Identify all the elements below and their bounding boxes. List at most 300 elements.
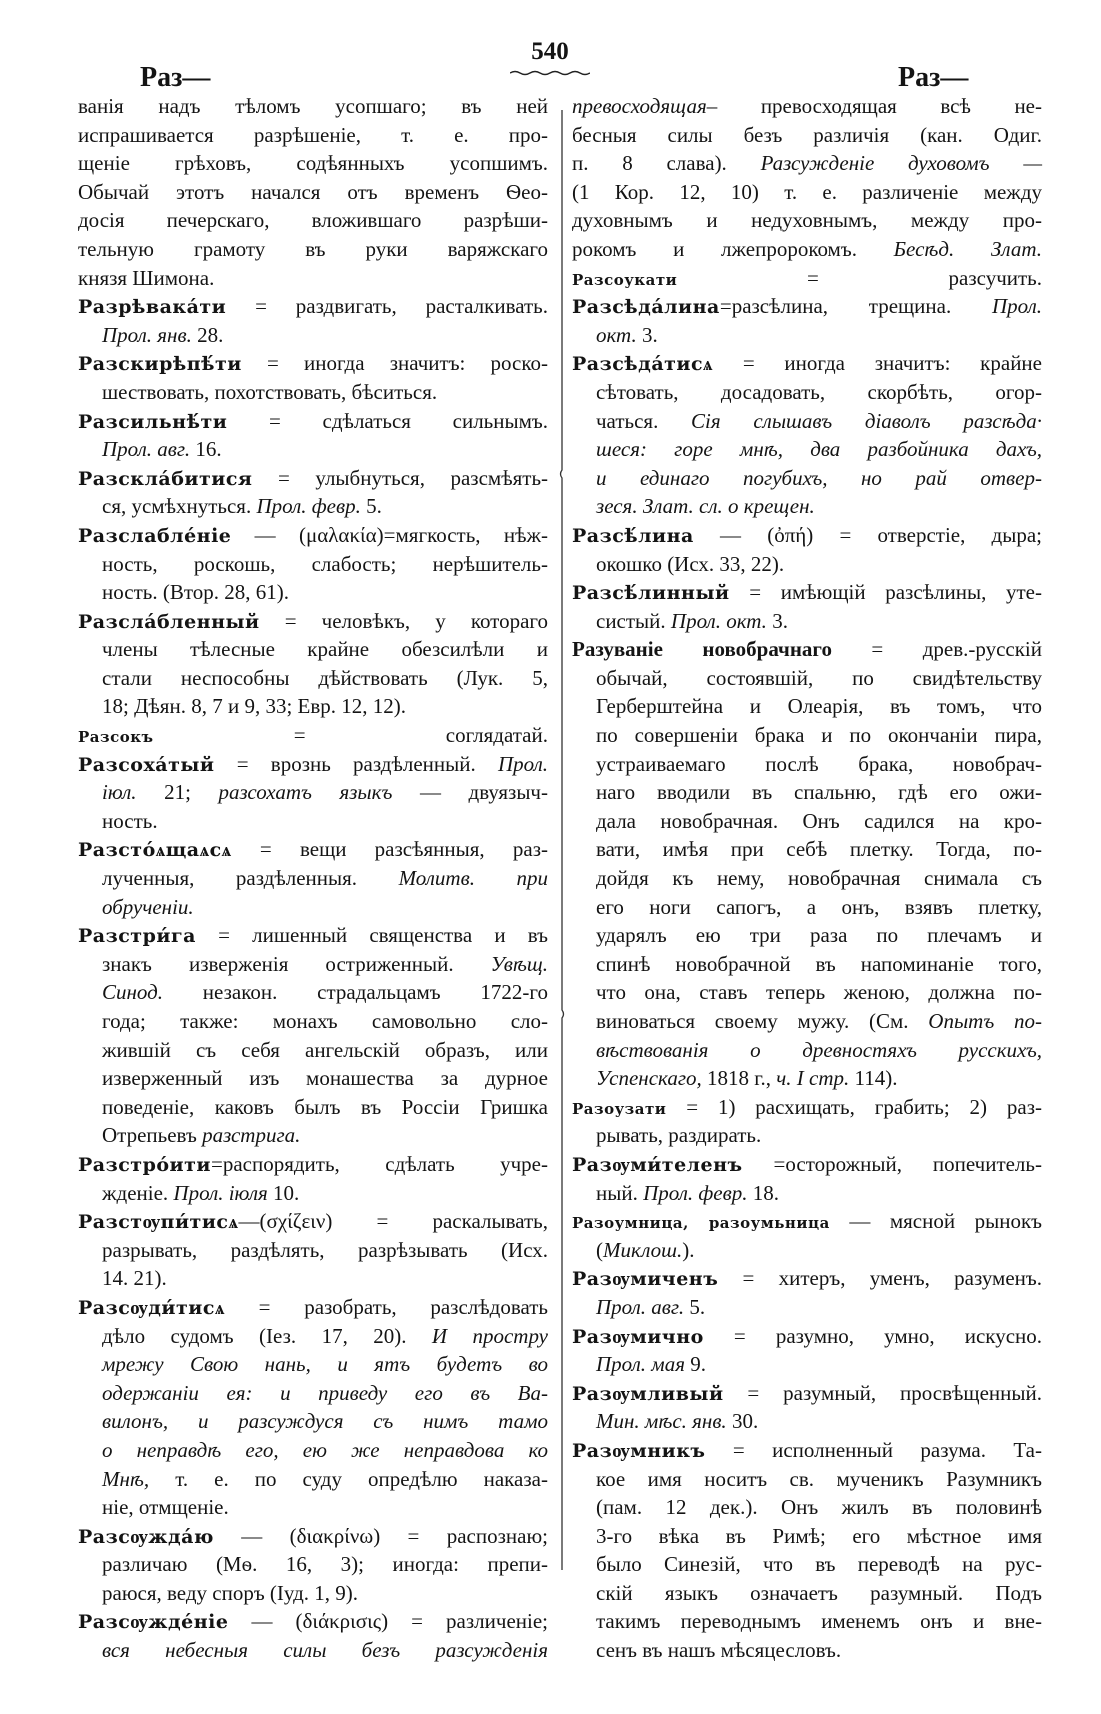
definition-text: иногда значитъ: крайне [784, 351, 1042, 376]
text-line [572, 178, 1042, 207]
separator: = [729, 580, 781, 605]
italic-reference: Молитв. при [398, 866, 548, 891]
definition-text: спинѣ новобрачной въ напоминаніе того, [596, 951, 1042, 976]
italic-reference: Синод. [102, 980, 164, 1005]
italic-reference: Прол. окт. [670, 608, 767, 633]
definition-text: Отрепьевъ [102, 1123, 203, 1148]
text-line [572, 1465, 1042, 1494]
italic-reference: Прол. авг. [596, 1294, 685, 1319]
separator: = [259, 608, 322, 633]
text-line [572, 664, 1042, 693]
text-line [572, 835, 1042, 864]
definition-text: (διάκρισις) = различеніе; [295, 1609, 548, 1634]
running-head-right: Раз— [898, 62, 969, 93]
definition-text: щеніе грѣховъ, содѣянныхъ усопшимъ. [78, 151, 548, 176]
separator: = [666, 1094, 718, 1119]
separator: — [231, 522, 299, 547]
definition-text: (пам. 12 дек.). Онъ жилъ въ половинѣ [596, 1495, 1042, 1520]
text-line [572, 550, 1042, 579]
headword: Разсѣ́линный [572, 582, 730, 605]
definition-text: ніе, отмщеніе. [102, 1495, 229, 1520]
text-line [572, 950, 1042, 979]
text-line [78, 578, 548, 607]
headword: Разсокъ [78, 728, 154, 747]
text-line [572, 1407, 1042, 1436]
text-line [572, 92, 1042, 121]
text-line [78, 1465, 548, 1494]
definition-text: (μαλακία)=мягкость, нѣж- [299, 522, 549, 547]
separator: = [723, 1380, 784, 1405]
headword: Разрѣвакáти [78, 296, 227, 319]
text-line [572, 864, 1042, 893]
text-line [572, 1579, 1042, 1608]
text-line [572, 407, 1042, 436]
definition-text: распорядить, сдѣлать учре- [222, 1151, 548, 1176]
text-line [78, 692, 548, 721]
dictionary-entry-line [572, 1264, 1042, 1293]
column-divider [558, 110, 566, 1570]
definition-text: человѣкъ, у котораго [321, 608, 548, 633]
text-line [78, 492, 548, 521]
text-line [78, 378, 548, 407]
headword: Разслабле́ніе [78, 524, 232, 547]
headword: Разоузати [572, 1099, 667, 1118]
italic-reference: шеся: горе мнѣ, два разбойника дахъ, [596, 437, 1042, 462]
text-line [78, 1036, 548, 1065]
italic-reference: Бесѣд. Злат. [893, 236, 1042, 261]
separator: — [829, 1209, 890, 1234]
definition-text: (διακρίνω) = распознаю; [289, 1523, 548, 1548]
text-line [78, 635, 548, 664]
italic-reference: ч. I стр. [776, 1066, 850, 1091]
text-line [78, 1636, 548, 1665]
definition-text: разобрать, разслѣдовать [304, 1294, 549, 1319]
dictionary-entry-line [572, 1379, 1042, 1408]
italic-reference: вся небесныя силы безъ разсужденія [102, 1638, 548, 1663]
definition-text: ность. [102, 808, 158, 833]
definition-text: мясной рынокъ [889, 1209, 1043, 1234]
italic-reference: Разсужденіе духовомъ — [760, 151, 1042, 176]
text-line [78, 1121, 548, 1150]
text-line [78, 1322, 548, 1351]
definition-text: соглядатай. [445, 723, 548, 748]
dictionary-entry-line [78, 292, 548, 321]
italic-reference: мрежу Свою нань, и ятъ будетъ во [102, 1352, 548, 1377]
text-line [78, 321, 548, 350]
text-line [572, 121, 1042, 150]
separator: = [241, 351, 305, 376]
headword: Разсѣда́тисѧ [572, 353, 714, 376]
definition-text: сдѣлаться сильнымъ. [322, 408, 548, 433]
dictionary-entry-line [572, 635, 1042, 664]
italic-reference: Успенскаго, [596, 1066, 702, 1091]
italic-reference: Миклош. [603, 1237, 683, 1262]
text-line [78, 1436, 548, 1465]
text-line [78, 1236, 548, 1265]
definition-text: 10. [267, 1180, 300, 1205]
dictionary-entry-line [78, 750, 548, 779]
definition-text: дѣло судомъ (Іез. 17, 20). [102, 1323, 432, 1348]
italic-reference: Прол. [991, 294, 1042, 319]
headword: Разсоха́тый [78, 753, 215, 776]
italic-reference: іюл. [102, 780, 137, 805]
text-line [78, 664, 548, 693]
headword: Разстро́ити [78, 1153, 211, 1176]
definition-text: лученныя, раздѣленныя. [102, 866, 399, 891]
text-line [572, 206, 1042, 235]
definition-text: 18. [747, 1180, 779, 1205]
definition-text: князя Шимона. [78, 265, 215, 290]
text-line [572, 978, 1042, 1007]
italic-reference: Мнѣ, [102, 1466, 150, 1491]
definition-text: сенъ въ нашъ мѣсяцесловъ. [596, 1638, 842, 1663]
dictionary-entry-line [78, 921, 548, 950]
definition-text: тельную грамоту въ руки варяжскаго [78, 236, 548, 261]
definition-text: ность. (Втор. 28, 61). [102, 580, 289, 605]
definition-text: 14. 21). [102, 1266, 167, 1291]
separator: = [214, 751, 271, 776]
text-line [572, 435, 1042, 464]
definition-text: Обычай этотъ начался отъ временъ Ѳео- [78, 179, 548, 204]
text-line [572, 464, 1042, 493]
right-column [572, 92, 1042, 1665]
dictionary-entry-line [78, 835, 548, 864]
dictionary-entry-line [572, 578, 1042, 607]
italic-reference: вилонъ, и разсуждуся съ нимъ тамо [102, 1409, 548, 1434]
definition-text: виноваться своему мужу. (См. [596, 1009, 929, 1033]
definition-text: ). [682, 1237, 695, 1262]
definition-text: окошко (Исх. 33, 22). [596, 551, 785, 576]
definition-text: было Синезій, что въ переводѣ на рус- [596, 1552, 1042, 1577]
italic-reference: Прол. [497, 751, 548, 776]
headword: Разсильнѣ́ти [78, 410, 228, 433]
definition-text: имѣющій разсѣлины, уте- [780, 580, 1042, 605]
definition-text: жденіе. [102, 1180, 174, 1205]
italic-reference: зеся. Злат. сл. о крещен. [596, 494, 815, 519]
definition-text: 5. [684, 1294, 706, 1319]
text-line [78, 950, 548, 979]
italic-reference: Прол. февр. [643, 1180, 748, 1205]
separator: = [831, 637, 923, 662]
definition-text: 28. [191, 322, 224, 347]
dictionary-entry-line [78, 1607, 548, 1636]
dictionary-entry-line [572, 349, 1042, 378]
definition-text: духовнымъ и недуховнымъ, между про- [572, 208, 1042, 233]
definition-text: ный. [596, 1180, 644, 1205]
dictionary-entry-line [572, 1150, 1042, 1179]
separator: = [224, 1294, 305, 1319]
text-line [78, 1550, 548, 1579]
headword: Разсѣда́лина [572, 296, 720, 319]
italic-reference: обрученіи. [102, 894, 194, 919]
definition-text: по совершеніи брака и по окончаніи пира, [596, 723, 1042, 748]
dictionary-entry-line [78, 607, 548, 636]
text-line [78, 1064, 548, 1093]
dictionary-entry-line [78, 1150, 548, 1179]
definition-text: 3. [766, 608, 788, 633]
definition-text: 18; Дѣян. 8, 7 и 9, 33; Евр. 12, 12). [102, 694, 407, 719]
italic-reference: превосходящая [572, 94, 707, 118]
definition-text: дала новобрачная. Онъ садился на кро- [596, 808, 1042, 833]
separator: = [713, 351, 785, 376]
dictionary-entry-line [572, 292, 1042, 321]
separator: = [153, 723, 446, 748]
text-line [572, 1636, 1042, 1665]
headword: Разсѹди́тисѧ [78, 1296, 225, 1319]
italic-reference: Прол. февр. [256, 494, 361, 519]
definition-text: 3-го вѣка въ Римѣ; его мѣстное имя [596, 1523, 1042, 1548]
definition-text: досія печерскаго, вложившаго разрѣши- [78, 208, 548, 233]
separator: = [210, 1151, 223, 1176]
definition-text: п. 8 слава). [572, 151, 761, 176]
text-line [78, 92, 548, 121]
definition-text: 9. [684, 1352, 706, 1377]
headword: Разуваніе новобрачнаго [572, 637, 832, 662]
text-line [78, 1179, 548, 1208]
definition-text: 5. [360, 494, 382, 519]
text-line [572, 721, 1042, 750]
definition-text: разумный, просвѣщенный. [783, 1380, 1042, 1405]
text-line [78, 550, 548, 579]
dictionary-entry-line [78, 464, 548, 493]
dictionary-entry-line [78, 1207, 548, 1236]
definition-text: разсучить. [948, 265, 1042, 290]
text-line [78, 864, 548, 893]
text-line [78, 235, 548, 264]
italic-reference: одержаніи ея: и приведу его въ Ва- [102, 1380, 548, 1405]
headword: Разслáбленный [78, 610, 260, 633]
definition-text: вещи разсѣянныя, раз- [299, 837, 548, 862]
dictionary-entry-line [78, 1293, 548, 1322]
text-line [78, 1350, 548, 1379]
definition-text: шествовать, похотствовать, бѣситься. [102, 379, 438, 404]
definition-text: знакъ изверженія остриженный. [102, 951, 491, 976]
separator: = [226, 294, 296, 319]
italic-reference: И простру [431, 1323, 548, 1348]
text-line [78, 1093, 548, 1122]
separator: — [213, 1523, 290, 1548]
text-line [78, 807, 548, 836]
dictionary-entry-line [572, 1207, 1042, 1236]
separator: = [703, 1323, 776, 1348]
text-line [78, 206, 548, 235]
definition-text: стали неспособны дѣйствовать (Лук. 5, [102, 665, 548, 690]
definition-text: 114). [849, 1066, 898, 1091]
italic-reference: окт. [596, 322, 637, 347]
italic-reference: разсохатъ языкъ [218, 780, 393, 805]
definition-text: чаться. [596, 408, 692, 433]
dictionary-entry-line [572, 521, 1042, 550]
headword: Разсклáбитися [78, 467, 253, 490]
italic-reference: и единаго погубихъ, но рай отвер- [596, 465, 1042, 490]
definition-text: 3. [636, 322, 658, 347]
definition-text: бесныя силы безъ различія (кан. Одиг. [572, 122, 1042, 147]
definition-text: врознь раздѣленный. [270, 751, 498, 776]
page-number: 540 [531, 38, 569, 65]
headword: Разѹми́теленъ [572, 1153, 743, 1176]
text-line [572, 492, 1042, 521]
definition-text: (1 Кор. 12, 10) т. е. различеніе между [572, 179, 1042, 204]
text-line [78, 1407, 548, 1436]
separator: = [195, 923, 253, 948]
text-line [78, 178, 548, 207]
definition-text: лишенный священства и въ [252, 923, 548, 948]
text-line [572, 1007, 1042, 1036]
definition-text: 16. [190, 437, 222, 462]
italic-reference: Прол. іюля [173, 1180, 268, 1205]
headword: Разѹмично [572, 1325, 704, 1348]
definition-text: осторожный, попечитель- [785, 1151, 1042, 1176]
definition-text: разрывать, раздѣлять, разрѣзывать (Исх. [102, 1237, 548, 1262]
definition-text: дойдя къ нему, новобрачная снимала съ [596, 866, 1042, 891]
italic-reference: Прол. авг. [102, 437, 191, 462]
text-line [572, 692, 1042, 721]
text-line [572, 1550, 1042, 1579]
separator: = [742, 1151, 786, 1176]
text-line [78, 1007, 548, 1036]
definition-text: устраиваемаго послѣ брака, новобрач- [596, 751, 1042, 776]
text-line [572, 807, 1042, 836]
definition-text: хитеръ, уменъ, разуменъ. [778, 1266, 1042, 1291]
definition-text: иногда значитъ: роско- [304, 351, 548, 376]
dictionary-entry-line [572, 1436, 1042, 1465]
text-line [572, 921, 1042, 950]
definition-text: 1) расхищать, грабить; 2) раз- [717, 1094, 1042, 1119]
text-line [572, 378, 1042, 407]
text-line [572, 235, 1042, 264]
definition-text: ( [596, 1237, 603, 1262]
headword: Разскирѣпѣ́ти [78, 353, 242, 376]
text-line [572, 1121, 1042, 1150]
dictionary-entry-line [572, 1093, 1042, 1122]
headword: Разсто́ѧщаѧсѧ [78, 839, 232, 862]
definition-text: улыбнуться, разсмѣять- [315, 465, 549, 490]
definition-text: обычай, состоявшій, по свидѣтельству [596, 665, 1042, 690]
definition-text: его ноги сапогъ, а онъ, взявъ плетку, [596, 894, 1042, 919]
italic-reference: Прол. мая [596, 1352, 685, 1377]
text-line [572, 1293, 1042, 1322]
text-line [572, 1236, 1042, 1265]
headword: Разсоукати [572, 270, 678, 289]
text-line [572, 750, 1042, 779]
definition-text: наго вводили въ спальню, гдѣ его ожи- [596, 780, 1042, 805]
definition-text: (ὀπή) = отверстіе, дыра; [767, 522, 1042, 547]
definition-text: — двуязыч- [392, 780, 548, 805]
dictionary-entry-line [78, 407, 548, 436]
dictionary-entry-line [78, 349, 548, 378]
definition-text: древ.-русскій [922, 637, 1043, 662]
definition-text: рывать, раздирать. [596, 1123, 762, 1148]
definition-text: раздвигать, расталкивать. [295, 294, 548, 319]
text-line [78, 1579, 548, 1608]
separator: = [719, 294, 732, 319]
definition-text: 1818 г., [701, 1066, 777, 1091]
text-line [78, 778, 548, 807]
text-line [572, 778, 1042, 807]
text-line [78, 1379, 548, 1408]
definition-text: изверженный изъ монашества за дурное [102, 1066, 548, 1091]
definition-text: ванія надъ тѣломъ усопшаго; въ ней [78, 94, 548, 118]
text-line [78, 978, 548, 1007]
text-line [572, 1036, 1042, 1065]
text-line [78, 1493, 548, 1522]
text-line [78, 121, 548, 150]
headword: Разсѣ́лина [572, 524, 694, 547]
dictionary-entry-line [78, 1522, 548, 1551]
definition-text: рокомъ и лжепророкомъ. [572, 236, 894, 261]
text-line [78, 264, 548, 293]
left-column [78, 92, 548, 1665]
separator: — [693, 522, 768, 547]
text-line [78, 893, 548, 922]
text-line [572, 1064, 1042, 1093]
headword: Разоумница, разоумьница [572, 1214, 830, 1233]
text-line [572, 1179, 1042, 1208]
italic-reference: разстрига. [202, 1123, 301, 1148]
text-line [78, 1264, 548, 1293]
headword: Разѹмливый [572, 1382, 724, 1405]
definition-text: года; также: монахъ самовольно сло- [102, 1009, 548, 1033]
definition-text: 30. [726, 1409, 759, 1434]
separator: — [238, 1209, 260, 1234]
definition-text: систый. [596, 608, 671, 633]
definition-text: такимъ переводнымъ именемъ онъ и вне- [596, 1609, 1042, 1634]
separator: = [718, 1266, 779, 1291]
definition-text: скій языкъ означаетъ разумный. Подъ [596, 1580, 1042, 1605]
text-line [572, 1522, 1042, 1551]
headword: Разсѹжде́ніе [78, 1611, 229, 1634]
definition-text: 21; [136, 780, 219, 805]
headword: Разѹмиченъ [572, 1268, 719, 1291]
headword: Разѹмникъ [572, 1439, 706, 1462]
text-line [572, 893, 1042, 922]
definition-text: (σχίζειν) = раскалывать, [259, 1209, 548, 1234]
text-line [78, 149, 548, 178]
italic-reference: вѣствованія о древностяхъ русскихъ, [596, 1037, 1042, 1062]
definition-text: члены тѣлесные крайне обезсилѣли и [102, 637, 548, 662]
definition-text: различаю (Мѳ. 16, 3); иногда: препи- [102, 1552, 548, 1577]
definition-text: т. е. по суду опредѣлю наказа- [149, 1466, 548, 1491]
italic-reference: Увѣщ. [490, 951, 548, 976]
definition-text: ся, усмѣхнуться. [102, 494, 257, 519]
definition-text: поведеніе, каковъ былъ въ Россіи Гришка [102, 1094, 548, 1119]
text-line [572, 1350, 1042, 1379]
text-line [572, 149, 1042, 178]
italic-reference: о неправдѣ его, ею же неправдова ко [102, 1437, 548, 1462]
text-line [572, 321, 1042, 350]
separator: = [705, 1437, 773, 1462]
separator: = [231, 837, 300, 862]
definition-text: что она, ставъ теперь женою, должна по- [596, 980, 1042, 1005]
dictionary-entry-line [572, 264, 1042, 293]
text-line [572, 1607, 1042, 1636]
italic-reference: Сія слышавъ діаволъ разсѣда· [691, 408, 1042, 433]
italic-reference: Прол. янв. [102, 322, 192, 347]
definition-text: кое имя носитъ св. мученикъ Разумникъ [596, 1466, 1042, 1491]
headword: Разсѹжда́ю [78, 1525, 214, 1548]
definition-text: ность, роскошь, слабость; нерѣшитель- [102, 551, 548, 576]
definition-text: вати, имѣя при себѣ плетку. Тогда, по- [596, 837, 1042, 862]
definition-text: исполненный разума. Та- [772, 1437, 1042, 1462]
dictionary-entry-line [572, 1322, 1042, 1351]
definition-text: испрашивается разрѣшеніе, т. е. про- [78, 122, 548, 147]
headword: Разстри́га [78, 925, 196, 948]
separator: = [252, 465, 316, 490]
definition-text: разсѣлина, трещина. [731, 294, 992, 319]
definition-text: ударялъ ею три раза по плечамъ и [596, 923, 1042, 948]
italic-reference: Мин. мѣс. янв. [596, 1409, 727, 1434]
page-number-rule [510, 70, 590, 76]
